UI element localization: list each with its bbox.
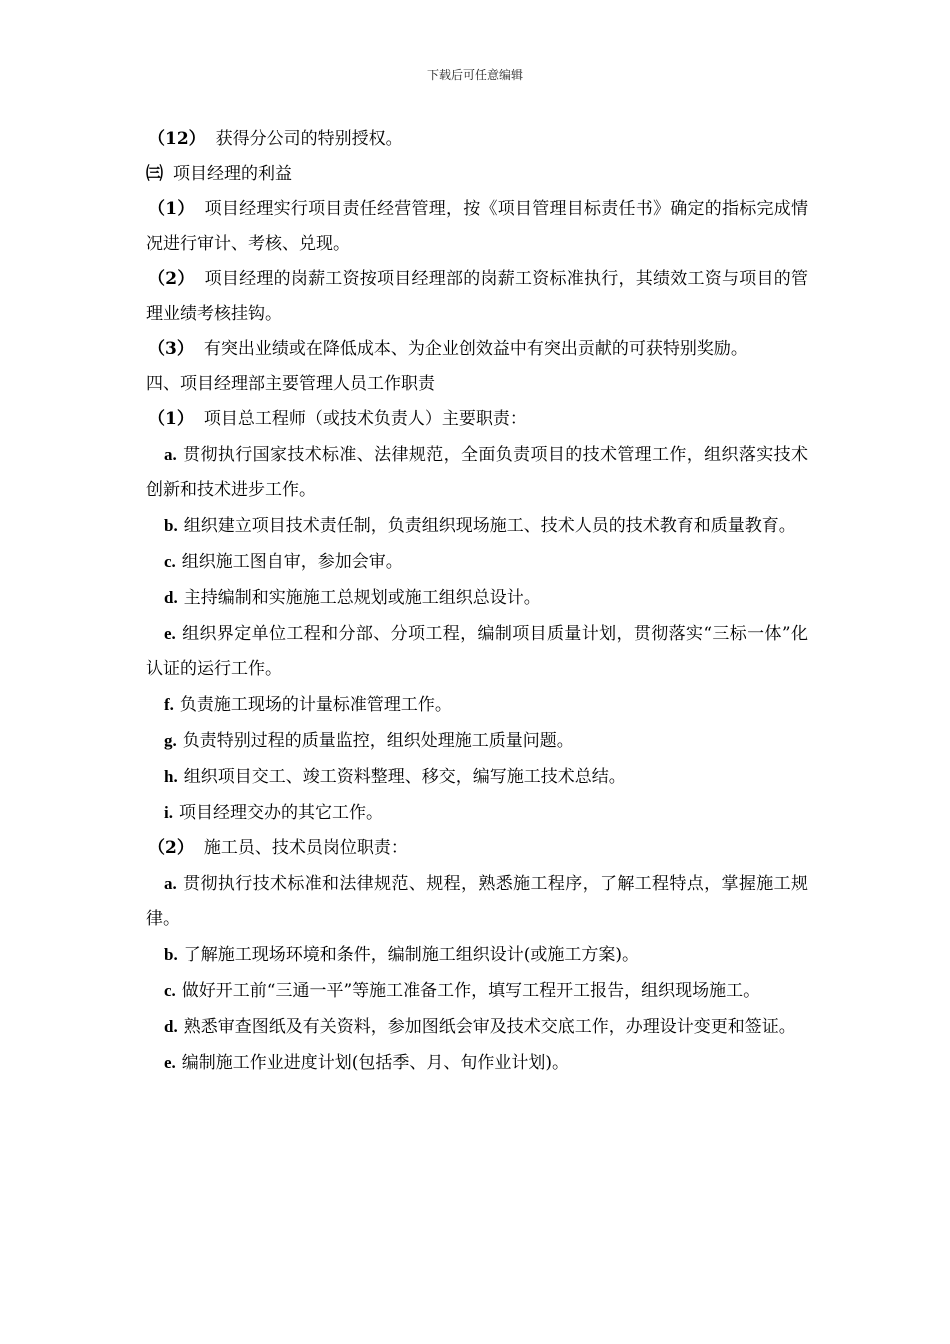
- item-marker: ㈢: [146, 164, 163, 184]
- item-marker: i.: [164, 803, 173, 822]
- item-marker: d.: [164, 588, 178, 607]
- paragraph-text: 项目经理的利益: [173, 164, 292, 184]
- list-item: [146, 437, 808, 508]
- item-marker: （3）: [148, 339, 194, 359]
- paragraph-text: 熟悉审查图纸及有关资料，参加图纸会审及技术交底工作，办理设计变更和签证。: [183, 1017, 796, 1037]
- item-marker: h.: [164, 767, 178, 786]
- paragraph-text: 组织界定单位工程和分部、分项工程，编制项目质量计划，贯彻落实“三标一体”化认证的运行工作。: [146, 624, 808, 679]
- list-item: [146, 1045, 808, 1081]
- paragraph: [146, 262, 808, 332]
- item-marker: （2）: [148, 269, 195, 289]
- item-marker: e.: [164, 624, 176, 643]
- paragraph-text: 获得分公司的特别授权。: [215, 129, 403, 149]
- item-marker: c.: [164, 981, 176, 1000]
- paragraph-text: 做好开工前“三通一平”等施工准备工作，填写工程开工报告，组织现场施工。: [181, 981, 761, 1001]
- item-marker: a.: [164, 874, 177, 893]
- paragraph-text: 负责特别过程的质量监控，组织处理施工质量问题。: [182, 731, 574, 751]
- paragraph-text: 主持编制和实施施工总规划或施工组织总设计。: [183, 588, 541, 608]
- paragraph-text: 组织项目交工、竣工资料整理、移交，编写施工技术总结。: [183, 767, 626, 787]
- list-item: [146, 795, 808, 831]
- paragraph: [146, 332, 808, 367]
- item-marker: c.: [164, 552, 176, 571]
- subsection-heading: [146, 402, 808, 437]
- paragraph-text: 项目经理交办的其它工作。: [178, 803, 383, 823]
- paragraph-text: 组织施工图自审，参加会审。: [181, 552, 403, 572]
- item-marker: g.: [164, 731, 177, 750]
- subsection-heading: [146, 831, 808, 866]
- list-item: [146, 937, 808, 973]
- list-item: [146, 580, 808, 616]
- paragraph-text: 四、项目经理部主要管理人员工作职责: [146, 374, 435, 394]
- paragraph-text: 施工员、技术员岗位职责：: [203, 838, 408, 858]
- list-item: [146, 759, 808, 795]
- paragraph-text: 贯彻执行国家技术标准、法律规范，全面负责项目的技术管理工作，组织落实技术创新和技术进步工作。: [146, 445, 808, 500]
- list-item: [146, 723, 808, 759]
- list-item: [146, 866, 808, 937]
- list-item: [146, 616, 808, 687]
- page-header: 下载后可任意编辑: [426, 68, 523, 82]
- paragraph-text: 项目经理的岗薪工资按项目经理部的岗薪工资标准执行，其绩效工资与项目的管理业绩考核挂钩。: [146, 269, 808, 324]
- item-marker: （1）: [148, 409, 194, 429]
- list-item: [146, 687, 808, 723]
- paragraph-text: 组织建立项目技术责任制，负责组织现场施工、技术人员的技术教育和质量教育。: [183, 516, 796, 536]
- item-marker: （1）: [148, 199, 195, 219]
- paragraph-text: 有突出业绩或在降低成本、为企业创效益中有突出贡献的可获特别奖励。: [203, 339, 748, 359]
- item-marker: b.: [164, 945, 178, 964]
- item-marker: f.: [164, 695, 174, 714]
- paragraph-text: 负责施工现场的计量标准管理工作。: [179, 695, 452, 715]
- section-heading: [146, 157, 808, 192]
- paragraph-text: 编制施工作业进度计划(包括季、月、旬作业计划)。: [181, 1053, 570, 1073]
- item-marker: d.: [164, 1017, 178, 1036]
- list-item: [146, 973, 808, 1009]
- item-marker: e.: [164, 1053, 176, 1072]
- paragraph: [146, 122, 808, 157]
- item-marker: （2）: [148, 838, 194, 858]
- list-item: [146, 544, 808, 580]
- item-marker: a.: [164, 445, 177, 464]
- list-item: [146, 1009, 808, 1045]
- item-marker: b.: [164, 516, 178, 535]
- paragraph: [146, 192, 808, 262]
- paragraph-text: 贯彻执行技术标准和法律规范、规程，熟悉施工程序，了解工程特点，掌握施工规律。: [146, 874, 808, 929]
- section-heading: [146, 367, 808, 402]
- list-item: [146, 508, 808, 544]
- document-body: [146, 122, 808, 1081]
- item-marker: （12）: [148, 129, 206, 149]
- paragraph-text: 项目总工程师（或技术负责人）主要职责：: [203, 409, 527, 429]
- paragraph-text: 了解施工现场环境和条件，编制施工组织设计(或施工方案)。: [183, 945, 639, 965]
- paragraph-text: 项目经理实行项目责任经营管理，按《项目管理目标责任书》确定的指标完成情况进行审计、考核、兑现。: [146, 199, 808, 254]
